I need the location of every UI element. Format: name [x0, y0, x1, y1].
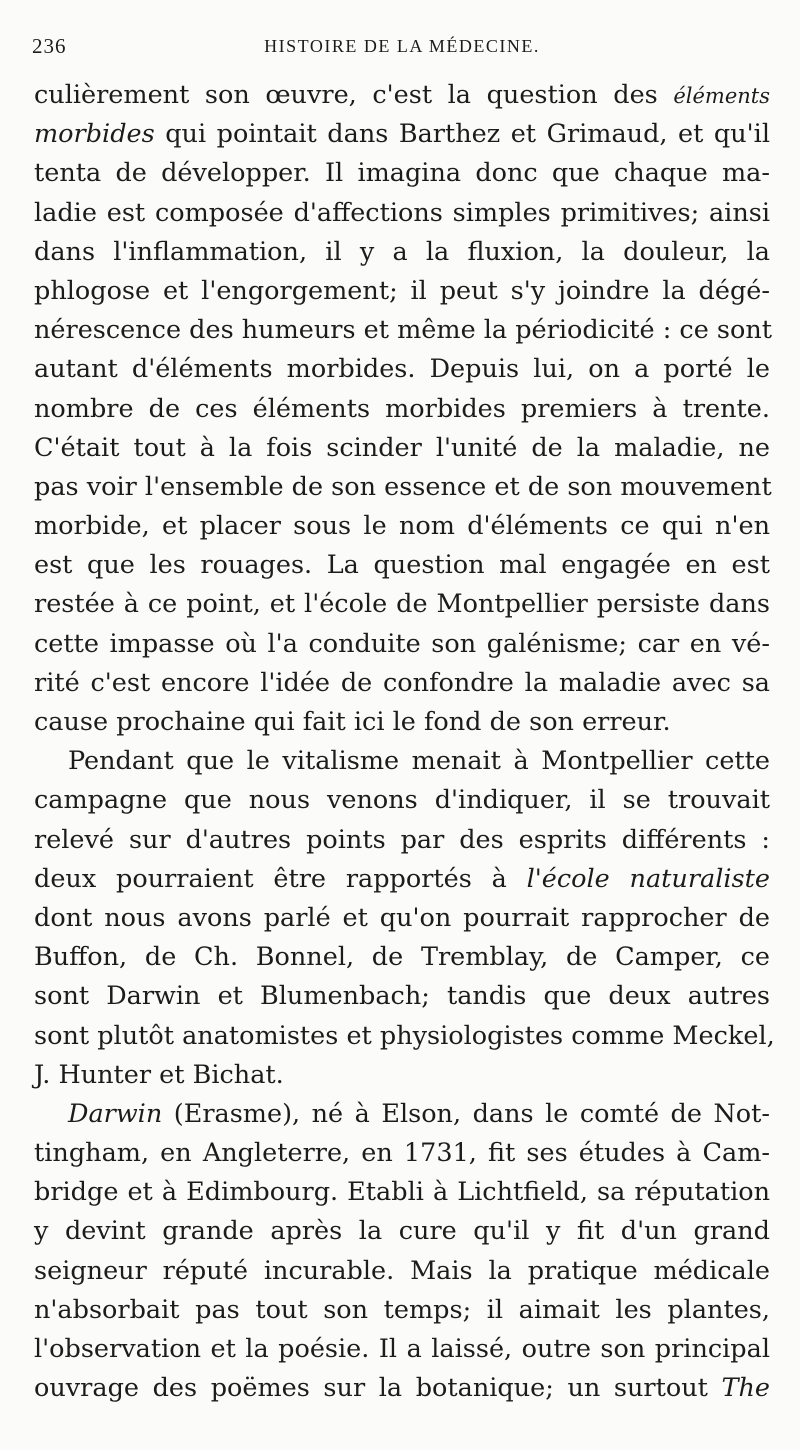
text-line [34, 272, 770, 311]
text-run: C'était tout à la fois scinder l'unité de la maladie, ne [34, 432, 770, 463]
text-run: pas voir l'ensemble de son essence et de son mouvement [34, 471, 772, 502]
italic-text: l'école naturaliste [526, 863, 770, 894]
text-run: dont nous avons parlé et qu'on pourrait rapprocher de [34, 902, 770, 933]
text-run: ladie est composée d'affections simples primitives; ainsi [34, 197, 770, 228]
text-run: Pendant que le vitalisme menait à Montpellier cette [68, 746, 770, 777]
italic-text: Darwin [68, 1098, 163, 1129]
text-run: J. Hunter et Bichat. [34, 1059, 284, 1090]
text-run: l'observation et la poésie. Il a laissé, outre son principal [34, 1334, 770, 1364]
text-run: culièrement son œuvre, c'est la question des [34, 80, 674, 110]
italic-text: The [721, 1373, 770, 1404]
text-line [34, 1369, 770, 1408]
text-line [34, 899, 770, 938]
text-run: cette impasse où l'a conduite son galénisme; car en vé- [34, 628, 770, 659]
text-run: sont plutôt anatomistes et physiologistes comme Meckel, [34, 1020, 775, 1051]
text-run: y devint grande après la cure qu'il y fit d'un grand [34, 1216, 770, 1247]
text-line [34, 350, 770, 389]
text-line [34, 390, 770, 429]
text-line [34, 625, 770, 664]
text-line [34, 194, 770, 233]
italic-text: éléments [673, 84, 770, 108]
text-run: sont Darwin et Blumenbach; tandis que deux autres [34, 981, 770, 1012]
text-run: relevé sur d'autres points par des esprits différents : [34, 824, 770, 855]
text-line [34, 154, 770, 193]
text-run: qui pointait dans Barthez et Grimaud, et qu'il [154, 119, 770, 150]
text-line [34, 115, 770, 154]
text-run: bridge et à Edimbourg. Etabli à Lichtfield, sa réputation [34, 1177, 770, 1208]
text-run: Buffon, de Ch. Bonnel, de Tremblay, de Camper, ce [34, 942, 770, 973]
text-line [34, 821, 770, 860]
text-run: nérescence des humeurs et même la périodicité : ce sont [34, 315, 772, 346]
text-line [34, 1330, 770, 1369]
text-line [34, 703, 770, 742]
text-line [34, 742, 770, 781]
text-line [34, 311, 770, 350]
text-run: nombre de ces éléments morbides premiers à trente. [34, 393, 770, 424]
text-line [34, 468, 770, 507]
text-run: n'absorbait pas tout son temps; il aimait les plantes, [34, 1294, 770, 1325]
text-run: cause prochaine qui fait ici le fond de son erreur. [34, 707, 671, 737]
text-line [34, 1056, 770, 1095]
text-line [34, 585, 770, 624]
text-line [34, 1017, 775, 1056]
text-run: morbide, et placer sous le nom d'éléments ce qui n'en [34, 511, 770, 542]
text-line [34, 546, 770, 585]
text-run: deux pourraient être rapportés à [34, 863, 527, 894]
text-line [34, 781, 770, 820]
text-line [34, 1134, 770, 1173]
text-run: ouvrage des poëmes sur la botanique; un surtout [34, 1373, 722, 1404]
italic-text: morbides [34, 119, 155, 150]
text-run: dans l'inflammation, il y a la fluxion, la douleur, la [34, 236, 770, 267]
text-line [34, 860, 770, 899]
text-run: campagne que nous venons d'indiquer, il se trouvait [34, 785, 770, 816]
text-run: restée à ce point, et l'école de Montpellier persiste dans [34, 589, 770, 620]
text-run: autant d'éléments morbides. Depuis lui, on a porté le [34, 354, 770, 385]
text-line [34, 1252, 770, 1291]
text-run: seigneur réputé incurable. Mais la pratique médicale [34, 1255, 770, 1286]
text-line [34, 76, 770, 115]
text-line [34, 938, 770, 977]
text-run: tenta de développer. Il imagina donc que chaque ma- [34, 158, 770, 189]
text-line [34, 1212, 770, 1251]
text-line [34, 507, 770, 546]
text-line [34, 1095, 770, 1134]
text-line [34, 664, 770, 703]
text-run: est que les rouages. La question mal engagée en est [34, 550, 770, 581]
text-line [34, 1291, 770, 1330]
body-text [34, 76, 775, 1408]
running-title: HISTOIRE DE LA MÉDECINE. [264, 36, 540, 56]
text-line [34, 977, 770, 1016]
page-number: 236 [32, 34, 67, 58]
text-run: (Erasme), né à Elson, dans le comté de Not- [162, 1098, 770, 1129]
text-run: tingham, en Angleterre, en 1731, fit ses études à Cam- [34, 1138, 770, 1169]
text-line [34, 233, 770, 272]
text-line [34, 429, 770, 468]
text-line [34, 1173, 770, 1212]
running-head [32, 34, 772, 64]
text-run: phlogose et l'engorgement; il peut s'y joindre la dégé- [34, 275, 770, 306]
text-run: rité c'est encore l'idée de confondre la maladie avec sa [34, 667, 770, 698]
